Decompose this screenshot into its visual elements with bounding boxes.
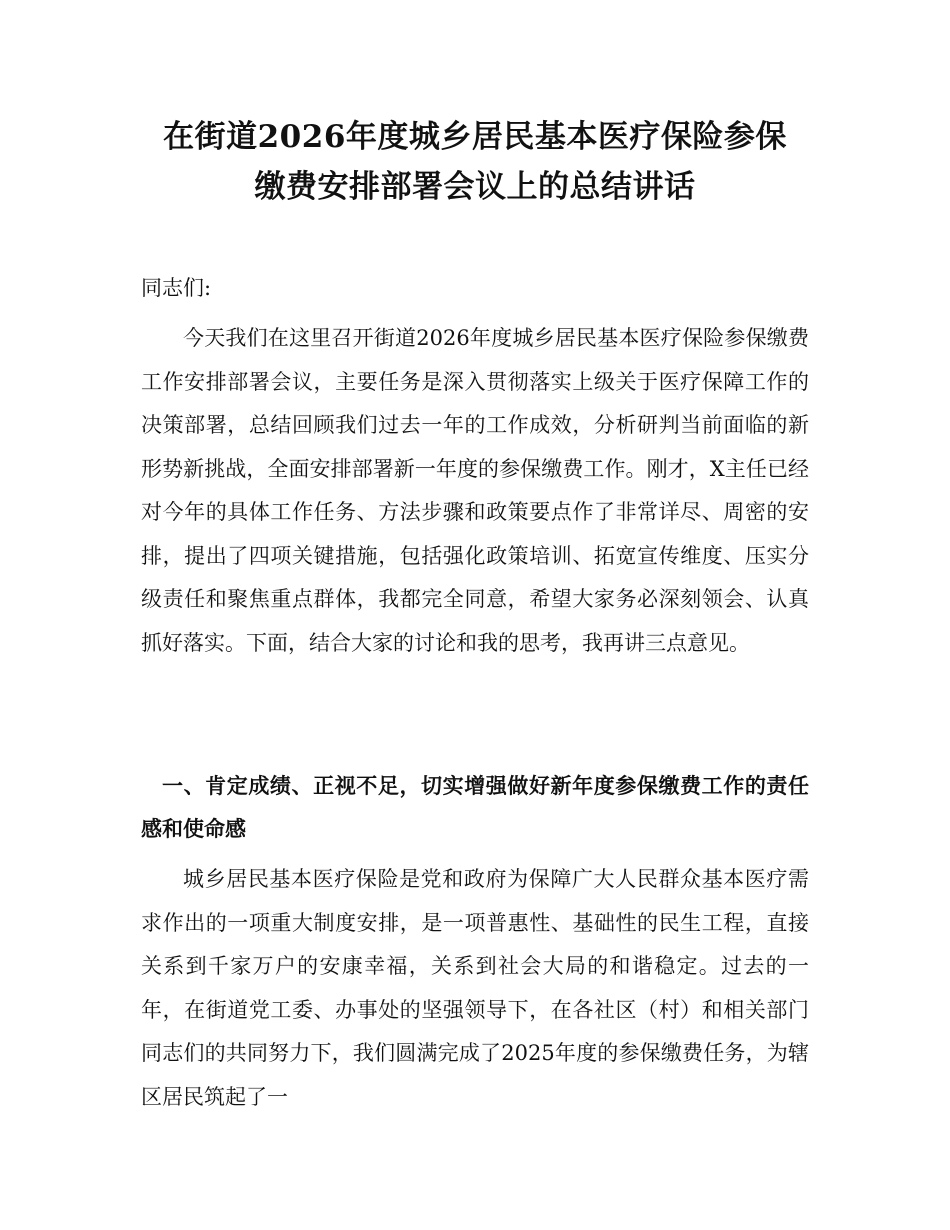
section-heading-1: 一、肯定成绩、正视不足，切实增强做好新年度参保缴费工作的责任感和使命感 — [141, 774, 809, 841]
title-line-1: 在街道2026年度城乡居民基本医疗保险参保 — [163, 119, 787, 155]
salutation: 同志们: — [141, 276, 212, 300]
paragraph-section-1: 城乡居民基本医疗保险是党和政府为保障广大人民群众基本医疗需求作出的一项重大制度安排，是一项普惠性、基础性的民生工程，直接关系到千家万户的安康幸福，关系到社会大局的和谐稳定。过去的一年，在街道党工委、办事处的坚强领导下，在各社区（村）和相关部门同志们的共同努力下，我们圆满完成了2025年度的参保缴费任务，为辖区居民筑起了一 — [141, 867, 809, 1109]
document-title — [120, 112, 830, 212]
title-line-2: 缴费安排部署会议上的总结讲话 — [254, 169, 696, 205]
paragraph-opening: 今天我们在这里召开街道2026年度城乡居民基本医疗保险参保缴费工作安排部署会议，主要任务是深入贯彻落实上级关于医疗保障工作的决策部署，总结回顾我们过去一年的工作成效，分析研判当前面临的新形势新挑战，全面安排部署新一年度的参保缴费工作。刚才，X主任已经对今年的具体工作任务、方法步骤和政策要点作了非常详尽、周密的安排，提出了四项关键措施，包括强化政策培训、拓宽宣传维度、压实分级责任和聚焦重点群体，我都完全同意，希望大家务必深刻领会、认真抓好落实。下面，结合大家的讨论和我的思考，我再讲三点意见。 — [141, 326, 809, 655]
